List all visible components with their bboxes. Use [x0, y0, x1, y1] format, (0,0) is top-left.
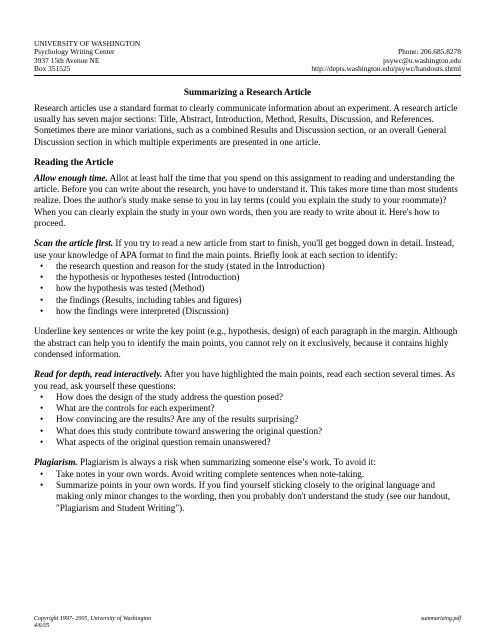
street-address: 3937 15th Avenue NE — [34, 55, 100, 65]
allow-time-text: Allot at least half the time that you spend on this assignment to reading and understanding the article. Before you can write about the research, you have to understand it. This takes more time than most students realize. Does the author's study make sense to you in lay terms (could you explain the study to your roommate)? When you can clearly explain the study in your own words, then you are ready to write about it. Here's how to proceed. — [34, 172, 458, 228]
allow-time-lead: Allow enough time. — [34, 172, 108, 183]
list-item: • What does this study contribute toward answering the original question? — [34, 426, 461, 437]
org-name: UNIVERSITY OF WASHINGTON — [34, 39, 141, 48]
list-item: • What are the controls for each experiment? — [34, 403, 461, 414]
header-rule — [34, 75, 461, 76]
copyright-text: Copyright 1997- 2005, University of Washington — [34, 616, 152, 622]
list-item: • How does the design of the study address the question posed? — [34, 392, 461, 403]
list-item: • How convincing are the results? Are any of the results surprising? — [34, 414, 461, 425]
box-address: Box 351525 — [34, 64, 71, 74]
read-depth-text: After you have highlighted the main points, read each section several times. As you read, ask yourself these questions: — [34, 369, 455, 391]
scan-text: If you try to read a new article from start to finish, you'll get bogged down in detail. Instead, use your knowledge of APA format to find the main points. Briefly look at each section to identify: — [34, 238, 455, 260]
page-footer — [34, 616, 461, 630]
letterhead-right — [311, 40, 461, 74]
file-name: summarizing.pdf — [420, 616, 461, 622]
section-heading: Reading the Article — [34, 156, 114, 168]
plagiarism-list — [34, 469, 461, 514]
list-item: • the findings (Results, including tables and figures) — [34, 295, 461, 306]
website-url: http://depts.washington.edu/psywc/handouts.shtml — [311, 64, 461, 74]
list-item: • the research question and reason for the study (stated in the Introduction) — [34, 261, 461, 272]
revision-date: 4/6/05 — [34, 623, 50, 629]
allow-time-paragraph — [34, 173, 461, 229]
footer-left — [34, 616, 151, 630]
list-item: • What aspects of the original question remain unanswered? — [34, 437, 461, 448]
list-item: • Take notes in your own words. Avoid writing complete sentences when note-taking. — [34, 469, 461, 480]
read-depth-lead: Read for depth, read interactively. — [34, 369, 163, 380]
intro-paragraph: Research articles use a standard format to clearly communicate information about an experiment. A research article usually has seven major sections: Title, Abstract, Introduction, Method, Results, Discussion, and References. Sometimes there are minor variations, such as a combined Results and Discussion section, or an overall General Discussion section in which multiple experiments are presented in one article. — [34, 102, 458, 147]
document-title: Summarizing a Research Article — [183, 86, 312, 97]
scan-list — [34, 261, 461, 317]
plagiarism-paragraph — [34, 457, 461, 468]
phone-number: Phone: 206.685.8278 — [397, 47, 461, 57]
questions-list — [34, 392, 461, 448]
letterhead-left — [34, 40, 140, 74]
plagiarism-lead: Plagiarism. — [34, 457, 78, 468]
letterhead — [34, 40, 461, 74]
scan-paragraph — [34, 238, 461, 261]
scan-lead: Scan the article first. — [34, 238, 114, 249]
list-item: • Summarize points in your own words. If you find yourself sticking closely to the original language and making only minor changes to the wording, then you probably don't understand the study (see our handout, "Plagiarism and Student Writing"). — [34, 480, 461, 514]
list-item: • the hypothesis or hypotheses tested (Introduction) — [34, 272, 461, 283]
dept-name: Psychology Writing Center — [34, 47, 115, 57]
plagiarism-text: Plagiarism is always a risk when summarizing someone else’s work. To avoid it: — [77, 457, 376, 468]
list-item: • how the hypothesis was tested (Method) — [34, 283, 461, 294]
read-depth-paragraph — [34, 369, 461, 392]
list-item: • how the findings were interpreted (Discussion) — [34, 306, 461, 317]
underline-paragraph: Underline key sentences or write the key point (e.g., hypothesis, design) of each paragraph in the margin. Although the abstract can help you to identify the main points, you cannot rely on it exclusively, because it contains highly condensed information. — [34, 326, 458, 359]
email-address: psywc@u.washington.edu — [383, 55, 461, 65]
